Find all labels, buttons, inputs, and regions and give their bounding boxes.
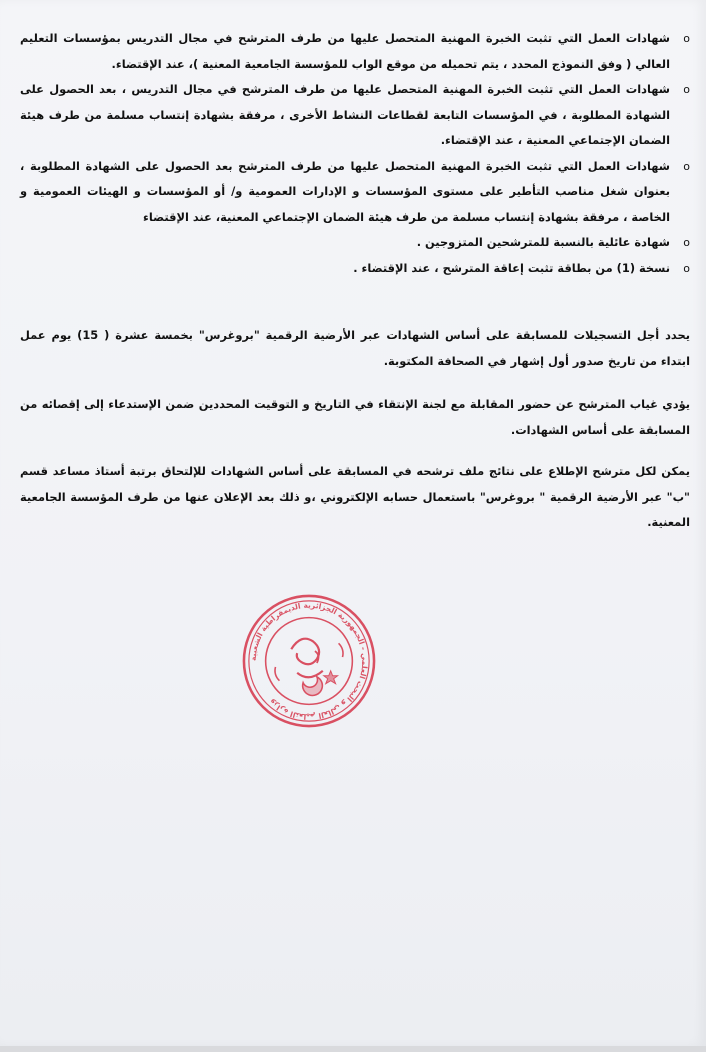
list-item-text: شهادات العمل التي تثبت الخبرة المهنية المتحصل عليها من طرف المترشح في مجال التدريس ، بعد الحصول على الشهادة المطلوبة ، في المؤسسات التابعة لقطاعات النشاط الأخرى ، مرفقة بشهادة إنتساب مسلمة من طرف هيئة الضمان الإجتماعي المعنية ، عند الإقتضاء.: [20, 82, 670, 147]
required-documents-list: [20, 26, 690, 281]
list-item: [20, 154, 690, 231]
document-body: [20, 26, 690, 536]
bullet-circle-icon: o: [683, 159, 690, 173]
results-consultation-paragraph: يمكن لكل مترشح الإطلاع على نتائج ملف ترشحه في المسابقة على أساس الشهادات للإلتحاق برتبة أستاذ مساعد قسم "ب" عبر الأرضية الرقمية " بروغرس" باستعمال حسابه الإلكتروني ،و ذلك بعد الإعلان عنها من طرف المؤسسة الجامعية المعنية.: [20, 464, 690, 529]
list-item-text: شهادات العمل التي تثبت الخبرة المهنية المتحصل عليها من طرف المترشح في مجال التدريس بمؤسسات التعليم العالي ( وفق النموذج المحدد ، يتم تحميله من موقع الواب للمؤسسة الجامعية المعنية )، عند الإقتضاء.: [20, 31, 670, 71]
seal-ink: [244, 596, 374, 726]
absence-exclusion-paragraph: يؤدي غياب المترشح عن حضور المقابلة مع لجنة الإنتقاء في التاريخ و التوقيت المحددين ضمن الإستدعاء إلى إقصائه من المسابقة على أساس الشهادات.: [20, 397, 690, 437]
bullet-circle-icon: o: [683, 32, 690, 45]
bullet-circle-icon: o: [683, 236, 690, 249]
bullet-circle-icon: o: [683, 83, 690, 96]
registration-deadline-paragraph: يحدد أجل التسجيلات للمسابقة على أساس الشهادات عبر الأرضية الرقمية "بروغرس" بخمسة عشرة ( 15) يوم عمل ابتداء من تاريخ صدور أول إشهار في الصحافة المكتوبة.: [20, 328, 690, 368]
list-item: [20, 230, 690, 256]
page-bottom-edge: [0, 1046, 706, 1052]
official-seal-icon: [240, 592, 378, 730]
list-item: [20, 26, 690, 77]
list-item: [20, 256, 690, 282]
list-item: [20, 77, 690, 154]
list-item-text: نسخة (1) من بطاقة تثبت إعاقة المترشح ، عند الإقتضاء .: [353, 260, 670, 275]
list-item-text: شهادات العمل التي تثبت الخبرة المهنية المتحصل عليها من طرف المترشح بعد الحصول على الشهادة المطلوبة ، بعنوان شغل مناصب التأطير على مستوى المؤسسات و الإدارات العمومية و/ أو المؤسسات و الهيئات العمومية و الخاصة ، مرفقة بشهادة إنتساب مسلمة من طرف هيئة الضمان الإجتماعي المعنية، عند الإقتضاء: [20, 158, 670, 224]
seal-ring-text: وزارة التعليم العالي و البحث العلمي - الجمهورية الجزائرية الديمقراطية الشعبية: [248, 600, 370, 722]
bullet-circle-icon: o: [683, 261, 690, 275]
list-item-text: شهادة عائلية بالنسبة للمترشحين المتزوجين .: [416, 235, 670, 249]
